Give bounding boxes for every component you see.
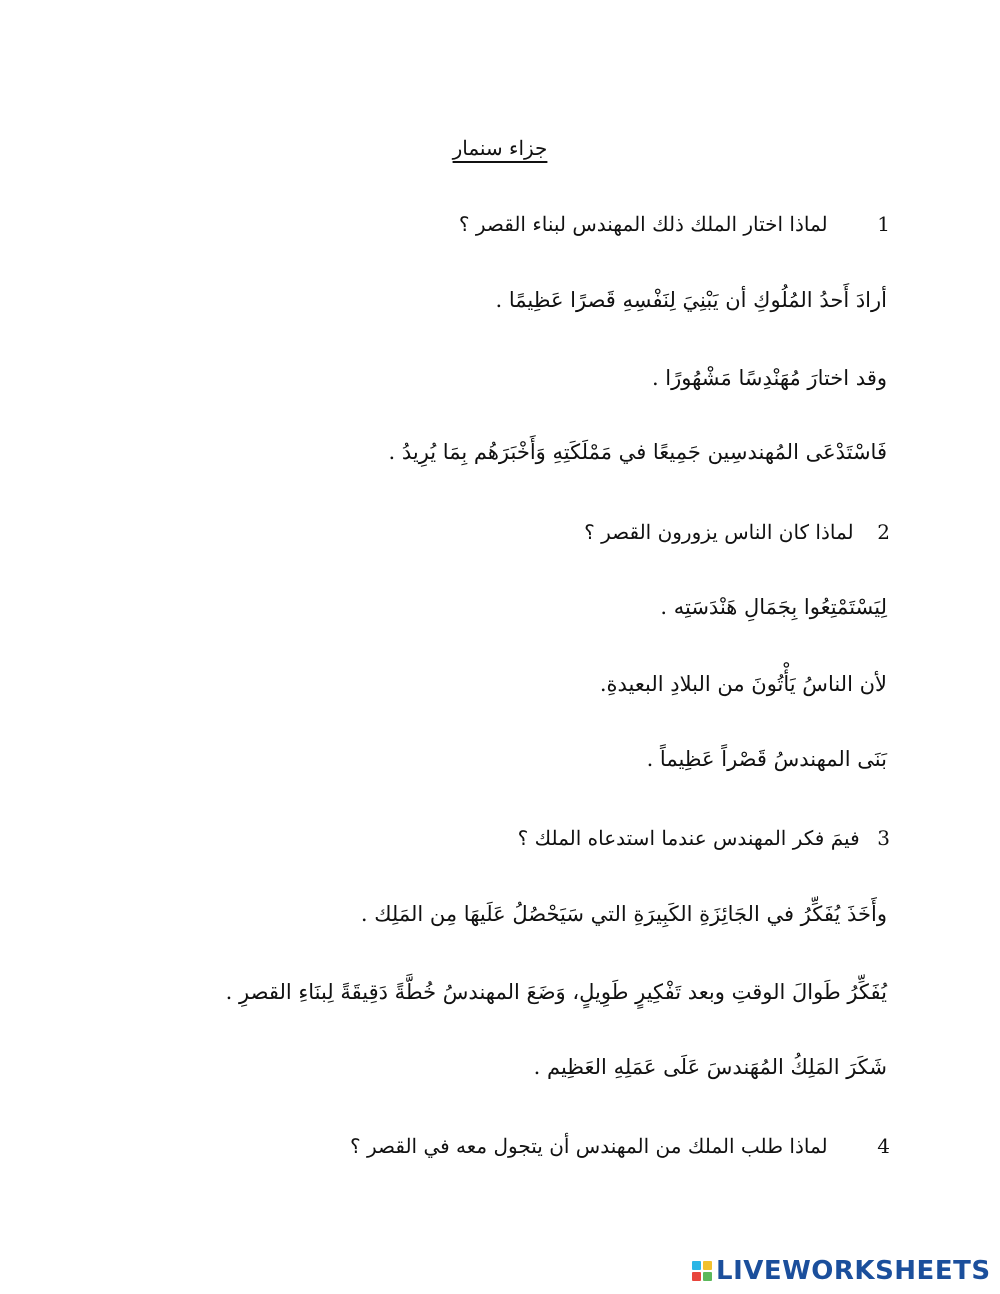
question-text: لماذا اختار الملك ذلك المهندس لبناء القصر ؟ bbox=[458, 212, 828, 236]
answer-line[interactable]: فَاسْتَدْعَى المُهندسِين جَمِيعًا في مَمْلَكَتِهِ وَأَخْبَرَهُم بِمَا يُرِيدُ . bbox=[388, 440, 887, 464]
answer-line[interactable]: لِيَسْتَمْتِعُوا بِجَمَالِ هَنْدَسَتِه . bbox=[660, 595, 887, 619]
answer-line[interactable]: أرادَ أَحدُ المُلُوكِ أن يَبْنِيَ لِنَفْسِهِ قَصرًا عَظِيمًا . bbox=[495, 288, 887, 312]
logo-text: LIVEWORKSHEETS bbox=[716, 1256, 991, 1286]
question-number: 1 bbox=[877, 212, 890, 236]
answer-line[interactable]: شَكَرَ المَلِكُ المُهَندسَ عَلَى عَمَلِهِ العَظِيم . bbox=[533, 1055, 887, 1079]
question-1 bbox=[459, 212, 890, 236]
question-text: فيمَ فكر المهندس عندما استدعاه الملك ؟ bbox=[517, 826, 860, 850]
answer-line[interactable]: بَنَى المهندسُ قَصْراً عَظِيماً . bbox=[646, 747, 887, 771]
answer-line[interactable]: وقد اختارَ مُهَنْدِسًا مَشْهُورًا . bbox=[651, 366, 887, 390]
question-3 bbox=[518, 826, 890, 850]
question-number: 2 bbox=[877, 520, 890, 544]
answer-line[interactable]: يُفَكِّرُ طَوالَ الوقتِ وبعد تَفْكِيرٍ طَوِيلٍ، وَضَعَ المهندسُ خُطَّةً دَقِيقَةً لِبنَاءِ القصرِ . bbox=[225, 980, 887, 1004]
answer-line[interactable]: وأَخَذَ يُفَكِّرُ في الجَائِزَةِ الكَبِيرَةِ التي سَيَحْصُلُ عَلَيهَا مِن المَلِك . bbox=[360, 902, 887, 926]
answer-line[interactable]: لأن الناسُ يَأْتُونَ من البلادِ البعيدةِ. bbox=[599, 672, 887, 696]
question-text: لماذا طلب الملك من المهندس أن يتجول معه في القصر ؟ bbox=[349, 1134, 828, 1158]
logo-mark-icon bbox=[692, 1261, 712, 1281]
question-number: 3 bbox=[877, 826, 890, 850]
question-number: 4 bbox=[877, 1134, 890, 1158]
page-title: جزاء سنمار bbox=[452, 136, 548, 160]
question-text: لماذا كان الناس يزورون القصر ؟ bbox=[584, 520, 854, 544]
question-2 bbox=[584, 520, 890, 544]
question-4 bbox=[350, 1134, 890, 1158]
liveworksheets-logo bbox=[692, 1256, 991, 1286]
